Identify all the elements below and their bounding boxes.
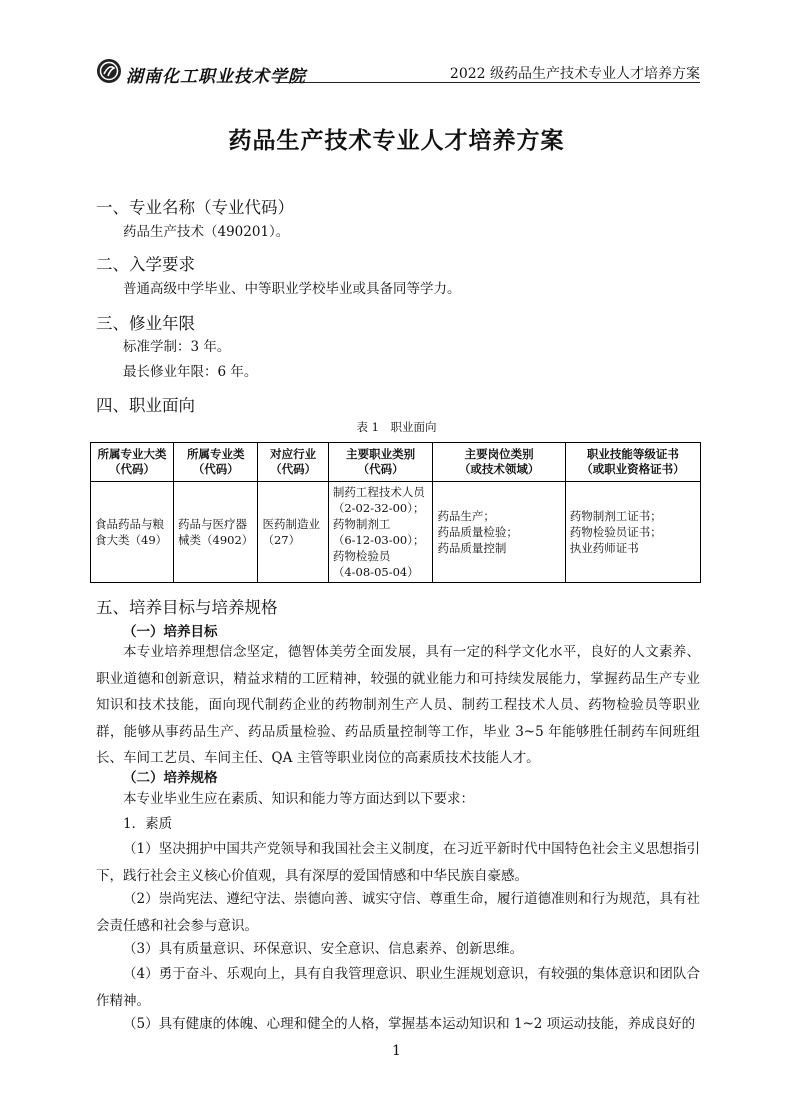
page-number: 1 <box>392 1043 401 1059</box>
table-caption: 表 1 职业面向 <box>356 420 437 434</box>
career-orientation-table <box>90 442 701 583</box>
table-cell-industry: 医药制造业（27） <box>258 482 328 583</box>
section-3-line-2: 最长修业年限：6 年。 <box>123 364 258 380</box>
section-3-line-1: 标准学制：3 年。 <box>123 339 231 355</box>
table-row <box>91 482 701 583</box>
goal-paragraph: 本专业培养理想信念坚定，德智体美劳全面发展，具有一定的科学文化水平，良好的人文素养、职业道德和创新意识，精益求精的工匠精神，较强的就业能力和可持续发展能力，掌握药品生产专业知识和技术技能，面向现代制药企业的药物制剂生产人员、制药工程技术人员、药物检验员等职业群，能够从事药品生产、药品质量检验、药品质量控制等工作，毕业 3~5 年能够胜任制药车间班组长、车间工艺员、车间主任、QA 主管等职业岗位的高素质技术技能人才。 <box>96 644 700 766</box>
table-cell-major-category: 食品药品与粮食大类（49） <box>91 482 174 583</box>
table-cell-positions: 药品生产； 药品质量检验； 药品质量控制 <box>433 482 565 583</box>
quality-item-2: （2）崇尚宪法、遵纪守法、崇德向善、诚实守信、尊重生命，履行道德准则和行为规范，具有社会责任感和社会参与意识。 <box>96 891 700 934</box>
table-header-row <box>91 443 701 482</box>
page-header <box>96 58 700 87</box>
subheading-goal: （一）培养目标 <box>123 624 218 640</box>
quality-label: 1．素质 <box>123 816 173 832</box>
school-name: 湖南化工职业技术学院 <box>126 67 306 87</box>
quality-item-4: （4）勇于奋斗、乐观向上，具有自我管理意识、职业生涯规划意识，有较强的集体意识和团队合作精神。 <box>96 966 700 1009</box>
school-logo-icon <box>96 58 122 84</box>
section-5-heading: 五、培养目标与培养规格 <box>96 598 278 617</box>
section-2-text: 普通高级中学毕业、中等职业学校毕业或具备同等学力。 <box>123 281 461 297</box>
table-header-cell: 主要岗位类别 （或技术领域） <box>433 443 565 482</box>
section-1-text: 药品生产技术（490201）。 <box>123 224 290 240</box>
table-header-cell: 主要职业类别 （代码） <box>328 443 433 482</box>
quality-item-1: （1）坚决拥护中国共产党领导和我国社会主义制度，在习近平新时代中国特色社会主义思想指引下，践行社会主义核心价值观，具有深厚的爱国情感和中华民族自豪感。 <box>96 841 700 884</box>
spec-intro: 本专业毕业生应在素质、知识和能力等方面达到以下要求： <box>123 791 474 807</box>
quality-item-3: （3）具有质量意识、环保意识、安全意识、信息素养、创新思维。 <box>123 941 524 957</box>
table-cell-occupations: 制药工程技术人员 （2-02-32-00）； 药物制剂工 （6-12-03-00）； 药物检验员 （4-08-05-04） <box>328 482 433 583</box>
quality-item-5: （5）具有健康的体魄、心理和健全的人格，掌握基本运动知识和 1~2 项运动技能，养成良好的 <box>123 1016 696 1032</box>
section-4-heading: 四、职业面向 <box>96 396 195 415</box>
table-header-cell: 所属专业类 （代码） <box>174 443 258 482</box>
table-header-cell: 职业技能等级证书 （或职业资格证书） <box>565 443 700 482</box>
header-doc-name: 2022 级药品生产技术专业人才培养方案 <box>449 66 700 82</box>
section-3-heading: 三、修业年限 <box>96 314 195 333</box>
table-cell-certificates: 药物制剂工证书； 药物检验员证书； 执业药师证书 <box>565 482 700 583</box>
table-header-cell: 所属专业大类 （代码） <box>91 443 174 482</box>
section-2-heading: 二、入学要求 <box>96 255 195 274</box>
table-cell-major-class: 药品与医疗器械类（4902） <box>174 482 258 583</box>
table-header-cell: 对应行业 （代码） <box>258 443 328 482</box>
subheading-spec: （二）培养规格 <box>123 770 218 786</box>
section-1-heading: 一、专业名称（专业代码） <box>96 198 294 217</box>
page-title: 药品生产技术专业人才培养方案 <box>228 127 565 154</box>
